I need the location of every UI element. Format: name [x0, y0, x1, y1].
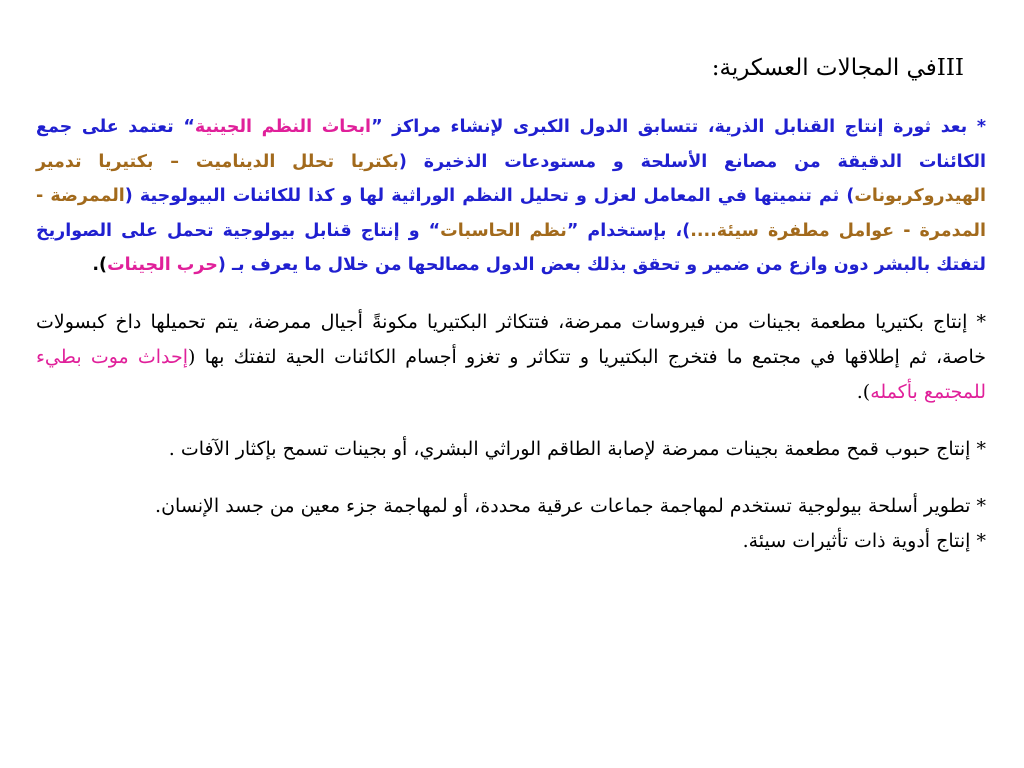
section-heading — [36, 50, 964, 86]
p1-highlight-genetic-systems: ابحاث النظم الجينية — [194, 117, 372, 137]
paragraph-genetic-research — [36, 110, 986, 283]
p1-highlight-computers: نظم الحاسبات — [440, 220, 567, 241]
paragraph-harmful-drugs: * إنتاج أدوية ذات تأثيرات سيئة. — [742, 529, 986, 552]
p1-text-4: )، بإستخدام ” — [566, 220, 691, 241]
heading-numeral: III — [936, 55, 964, 81]
p1-text-1: * بعد ثورة إنتاج القنابل الذرية، تتسابق الدول الكبرى لإنشاء مراكز ” — [371, 117, 986, 137]
p2-text-1: * إنتاج بكتيريا مطعمة بجينات من فيروسات ممرضة، فتتكاثر البكتيريا مكونةً أجيال ممرضة، يتم تحميلها داخ كبسولات خاصة، ثم إطلاقها في مجتمع ما فتخرج البكتيريا و تتكاثر و تغزو أجسام الكائنات الحية لتفتك بها ( — [36, 310, 986, 368]
p1-highlight-bacteria: بكتريا تحلل الديناميت – بكتيريا تدمير الهيدروكربونات — [36, 151, 986, 206]
p1-highlight-gene-war: حرب الجينات — [107, 255, 218, 275]
paragraph-wheat-grains: * إنتاج حبوب قمح مطعمة بجينات ممرضة لإصابة الطاقم الوراثي البشري، أو بجينات تسمح بإكثار الآفات . — [168, 437, 986, 460]
p1-text-3: ) ثم تنميتها في المعامل لعزل و تحليل النظم الوراثية لها و كذا للكائنات البيولوجية ( — [124, 186, 855, 206]
slide-content — [36, 50, 986, 581]
p2-highlight-slow-death: إحداث موت بطيء للمجتمع بأكمله — [36, 345, 986, 403]
heading-text: في المجالات العسكرية: — [711, 55, 937, 81]
paragraph-bio-weapons: * تطوير أسلحة بيولوجية تستخدم لمهاجمة جماعات عرقية محددة، أو لمهاجمة جزء معين من جسد الإنسان. — [155, 494, 986, 517]
p1-highlight-pathogens: الممرضة - المدمرة - عوامل مطفرة سيئة.... — [36, 186, 986, 241]
p2-text-2: ). — [856, 380, 871, 403]
paragraph-bacteria-production — [36, 305, 986, 410]
p1-text-5: “ و إنتاج قنابل بيولوجية تحمل على الصواريخ لتفتك بالبشر دون وازع من ضمير و تحقق بذلك بعض الدول مصالحها من خلال ما يعرف بـ ( — [36, 220, 986, 275]
p1-text-2: “ تعتمد على جمع الكائنات الدقيقة من مصانع الأسلحة و مستودعات الذخيرة ( — [36, 117, 987, 172]
p1-text-6: ). — [92, 255, 108, 275]
